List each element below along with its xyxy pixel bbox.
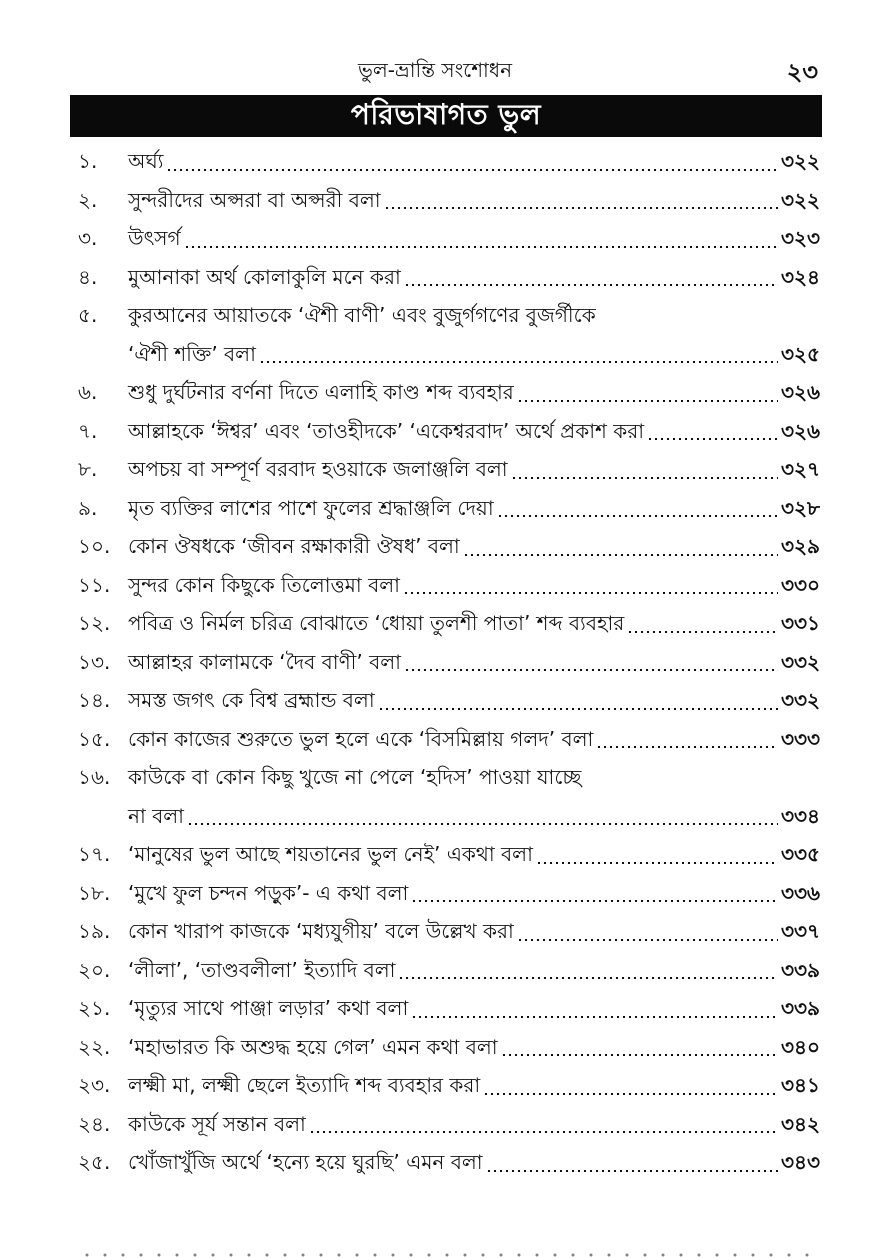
toc-entry	[78, 219, 820, 258]
entry-number: ২.	[78, 187, 98, 212]
entry-title: কুরআনের আয়াতকে ‘ঐশী বাণী’ এবং বুজুর্গগণের বুজর্গীকে	[128, 303, 596, 327]
toc-entry	[78, 1143, 820, 1182]
entry-page-number: ৩২৪	[781, 264, 820, 289]
entry-page-number: ৩৩৩	[780, 726, 820, 751]
entry-number: ১৯.	[78, 919, 111, 943]
entry-number: ১৬.	[78, 765, 111, 789]
entry-title: অর্ঘ্য	[128, 149, 164, 173]
entry-page-number: ৩৩১	[781, 611, 820, 635]
toc-entry	[78, 1028, 820, 1067]
dot-leader	[166, 169, 778, 171]
entry-body	[128, 1143, 820, 1182]
toc-entry	[78, 720, 820, 759]
entry-body	[128, 450, 820, 489]
entry-line	[128, 643, 820, 682]
entry-page-number: ৩৩৯	[781, 996, 820, 1020]
entry-line	[128, 489, 820, 528]
entry-page-number: ৩৪২	[781, 1111, 820, 1136]
entry-title: শুধু দুর্ঘটনার বর্ণনা দিতে এলাহি কাণ্ড শব্দ ব্যবহার	[128, 380, 514, 404]
dot-leader	[378, 708, 778, 710]
entry-title: খোঁজাখুঁজি অর্থে ‘হন্যে হয়ে ঘুরছি’ এমন বলা	[128, 1150, 483, 1174]
running-title: ভুল-ভ্রান্তি সংশোধন	[357, 58, 513, 82]
entry-title: না বলা	[128, 803, 184, 828]
entry-body	[128, 181, 820, 220]
entry-page-number: ৩৪০	[781, 1034, 820, 1059]
entry-line	[128, 835, 820, 874]
dot-leader	[511, 477, 778, 479]
section-title: পরিভাষাগত ভুল	[350, 97, 542, 131]
entry-line	[128, 566, 820, 605]
entry-page-number: ৩৪৩	[781, 1150, 820, 1174]
entry-page-number: ৩২২	[780, 149, 820, 173]
entry-title: মুআনাকা অর্থ কোলাকুলি মনে করা	[128, 264, 401, 289]
entry-number: ১৪.	[78, 688, 111, 712]
dot-leader	[497, 515, 778, 517]
entry-number: ৪.	[78, 264, 98, 289]
entry-title: লক্ষ্মী মা, লক্ষ্মী ছেলে ইত্যাদি শব্দ ব্যবহার করা	[128, 1073, 481, 1097]
entry-line	[128, 181, 820, 220]
entry-body	[128, 527, 820, 566]
cut-off-next-entry	[78, 1243, 820, 1257]
entry-title: পবিত্র ও নির্মল চরিত্র বোঝাতে ‘ধোয়া তুলশী পাতা’ শব্দ ব্যবহার	[128, 611, 625, 635]
entry-body	[128, 258, 820, 297]
entry-page-number: ৩২৭	[780, 457, 820, 481]
entry-body	[128, 219, 820, 258]
toc-entry	[78, 681, 820, 720]
page-number: ২৩	[786, 58, 818, 86]
dot-leader	[486, 1170, 778, 1172]
entry-title: ‘ঐশী শক্তি’ বলা	[128, 341, 256, 366]
entry-number: ৬.	[78, 380, 98, 404]
entry-title: কাউকে বা কোন কিছু খুজে না পেলে ‘হদিস’ পাওয়া যাচ্ছে	[128, 765, 582, 789]
toc-entry	[78, 373, 820, 412]
entry-body	[128, 720, 820, 759]
entry-page-number: ৩২৫	[781, 341, 820, 366]
entry-number: ১৮.	[78, 880, 111, 905]
entry-page-number: ৩২৩	[780, 226, 820, 250]
dot-leader	[536, 862, 778, 864]
entry-number: ১১.	[78, 572, 111, 597]
entry-line	[128, 142, 820, 181]
entry-page-number: ৩৪১	[781, 1073, 820, 1097]
dot-leader	[411, 900, 778, 902]
entry-page-number: ৩২২	[780, 187, 820, 212]
entry-number: ১৭.	[78, 842, 111, 866]
toc-entry	[78, 489, 820, 528]
entry-title: সুন্দরীদের অপ্সরা বা অপ্সরী বলা	[128, 187, 381, 212]
entry-title: সমস্ত জগৎ কে বিশ্ব ব্রহ্মান্ড বলা	[128, 688, 375, 712]
entry-page-number: ৩২৬	[780, 380, 820, 404]
dot-leader	[404, 284, 778, 286]
entry-line	[128, 335, 820, 374]
entry-body	[128, 989, 820, 1028]
entry-number: ২৫.	[78, 1150, 111, 1174]
entry-title: উৎসর্গ	[128, 226, 181, 250]
entry-body	[128, 951, 820, 990]
entry-number: ৩.	[78, 226, 98, 250]
entry-number: ২৪.	[78, 1111, 111, 1136]
dot-leader	[403, 592, 778, 594]
toc-entry	[78, 181, 820, 220]
entry-title: কাউকে সূর্য সন্তান বলা	[128, 1111, 306, 1136]
entry-page-number: ৩৩০	[780, 572, 820, 597]
entry-body	[128, 874, 820, 913]
entry-number: ২৩.	[78, 1073, 111, 1097]
entry-title: আল্লাহর কালামকে ‘দৈব বাণী’ বলা	[128, 649, 401, 674]
toc-entry	[78, 258, 820, 297]
entry-title: মৃত ব্যক্তির লাশের পাশে ফুলের শ্রদ্ধাঞ্জলি দেয়া	[128, 495, 494, 520]
entry-page-number: ৩২৬	[780, 418, 820, 443]
dot-leader	[463, 554, 778, 556]
entry-number: ৫.	[78, 303, 98, 327]
entry-line	[128, 758, 820, 797]
entry-title: আল্লাহকে ‘ঈশ্বর’ এবং ‘তাওহীদকে’ ‘একেশ্বরবাদ’ অর্থে প্রকাশ করা	[128, 418, 645, 443]
entry-number: ২০.	[78, 957, 111, 982]
entry-line	[128, 373, 820, 412]
entry-number: ১২.	[78, 611, 111, 635]
entry-number: ৭.	[78, 418, 98, 443]
dot-leader	[309, 1131, 778, 1133]
toc-entry	[78, 527, 820, 566]
entry-line	[128, 450, 820, 489]
entry-page-number: ৩৩৭	[780, 919, 820, 943]
dot-leader	[647, 438, 778, 440]
table-of-contents	[78, 142, 820, 1182]
entry-page-number: ৩২৯	[781, 534, 820, 558]
entry-title: অপচয় বা সম্পূর্ণ বরবাদ হওয়াকে জলাঞ্জলি বলা	[128, 457, 508, 481]
toc-entry	[78, 835, 820, 874]
dot-leader	[596, 746, 778, 748]
entry-body	[128, 1105, 820, 1144]
entry-body	[128, 912, 820, 951]
entry-title: ‘মহাভারত কি অশুদ্ধ হয়ে গেল’ এমন কথা বলা	[128, 1034, 498, 1059]
page-header	[0, 52, 870, 88]
entry-line	[128, 989, 820, 1028]
entry-number: ৮.	[78, 457, 98, 481]
cut-off-text-fragment	[78, 1249, 820, 1257]
dot-leader	[398, 977, 778, 979]
entry-page-number: ৩৩৯	[781, 957, 820, 982]
dot-leader	[384, 207, 778, 209]
entry-line	[128, 797, 820, 836]
entry-line	[128, 296, 820, 335]
dot-leader	[501, 1054, 778, 1056]
entry-page-number: ৩৩২	[780, 688, 820, 712]
toc-entry	[78, 912, 820, 951]
entry-line	[128, 1066, 820, 1105]
entry-page-number: ৩৩৪	[781, 803, 820, 828]
entry-page-number: ৩৩২	[780, 649, 820, 674]
entry-line	[128, 874, 820, 913]
entry-number: ১৫.	[78, 726, 111, 751]
toc-entry	[78, 450, 820, 489]
section-title-banner	[70, 95, 822, 137]
entry-body	[128, 643, 820, 682]
dot-leader	[483, 1093, 778, 1095]
entry-body	[128, 1066, 820, 1105]
entry-body	[128, 373, 820, 412]
toc-entry	[78, 566, 820, 605]
dot-leader	[184, 246, 778, 248]
toc-entry	[78, 604, 820, 643]
toc-entry	[78, 142, 820, 181]
dot-leader	[259, 361, 778, 363]
entry-body	[128, 566, 820, 605]
toc-entry	[78, 1066, 820, 1105]
dot-leader	[517, 400, 778, 402]
entry-line	[128, 912, 820, 951]
entry-title: ‘মৃত্যুর সাথে পাঞ্জা লড়ার’ কথা বলা	[128, 996, 409, 1020]
entry-line	[128, 219, 820, 258]
entry-body	[128, 296, 820, 373]
entry-page-number: ৩২৮	[781, 495, 820, 520]
entry-body	[128, 604, 820, 643]
entry-line	[128, 681, 820, 720]
toc-entry	[78, 412, 820, 451]
entry-number: ১.	[78, 149, 98, 173]
entry-line	[128, 1028, 820, 1067]
entry-body	[128, 412, 820, 451]
entry-number: ২১.	[78, 996, 111, 1020]
entry-title: কোন কাজের শুরুতে ভুল হলে একে ‘বিসমিল্লায় গলদ’ বলা	[128, 726, 594, 751]
entry-title: কোন ঔষধকে ‘জীবন রক্ষাকারী ঔষধ’ বলা	[128, 534, 460, 558]
dot-leader	[517, 939, 778, 941]
entry-line	[128, 1105, 820, 1144]
entry-line	[128, 720, 820, 759]
entry-line	[128, 527, 820, 566]
toc-entry	[78, 874, 820, 913]
entry-number: ৯.	[78, 495, 98, 520]
entry-page-number: ৩৩৬	[780, 880, 820, 905]
entry-body	[128, 681, 820, 720]
dot-leader	[187, 823, 778, 825]
entry-line	[128, 412, 820, 451]
entry-title: কোন খারাপ কাজকে ‘মধ্যযুগীয়’ বলে উল্লেখ করা	[128, 919, 514, 943]
toc-entry	[78, 296, 820, 373]
entry-body	[128, 758, 820, 835]
entry-title: সুন্দর কোন কিছুকে তিলোত্তমা বলা	[128, 572, 400, 597]
entry-body	[128, 142, 820, 181]
entry-title: ‘মুখে ফুল চন্দন পড়ুক’- এ কথা বলা	[128, 880, 409, 905]
toc-entry	[78, 758, 820, 835]
entry-title: ‘মানুষের ভুল আছে শয়তানের ভুল নেই’ একথা বলা	[128, 842, 533, 866]
toc-entry	[78, 989, 820, 1028]
dot-leader	[627, 631, 778, 633]
entry-line	[128, 951, 820, 990]
entry-number: ২২.	[78, 1034, 111, 1059]
entry-title: ‘লীলা’, ‘তাণ্ডবলীলা’ ইত্যাদি বলা	[128, 957, 396, 982]
entry-body	[128, 835, 820, 874]
entry-number: ১০.	[78, 534, 111, 558]
entry-number: ১৩.	[78, 649, 111, 674]
entry-line	[128, 258, 820, 297]
toc-entry	[78, 951, 820, 990]
entry-line	[128, 1143, 820, 1182]
toc-entry	[78, 1105, 820, 1144]
toc-entry	[78, 643, 820, 682]
entry-body	[128, 1028, 820, 1067]
entry-page-number: ৩৩৫	[781, 842, 820, 866]
entry-line	[128, 604, 820, 643]
entry-body	[128, 489, 820, 528]
dot-leader	[404, 669, 778, 671]
dot-leader	[411, 1016, 778, 1018]
